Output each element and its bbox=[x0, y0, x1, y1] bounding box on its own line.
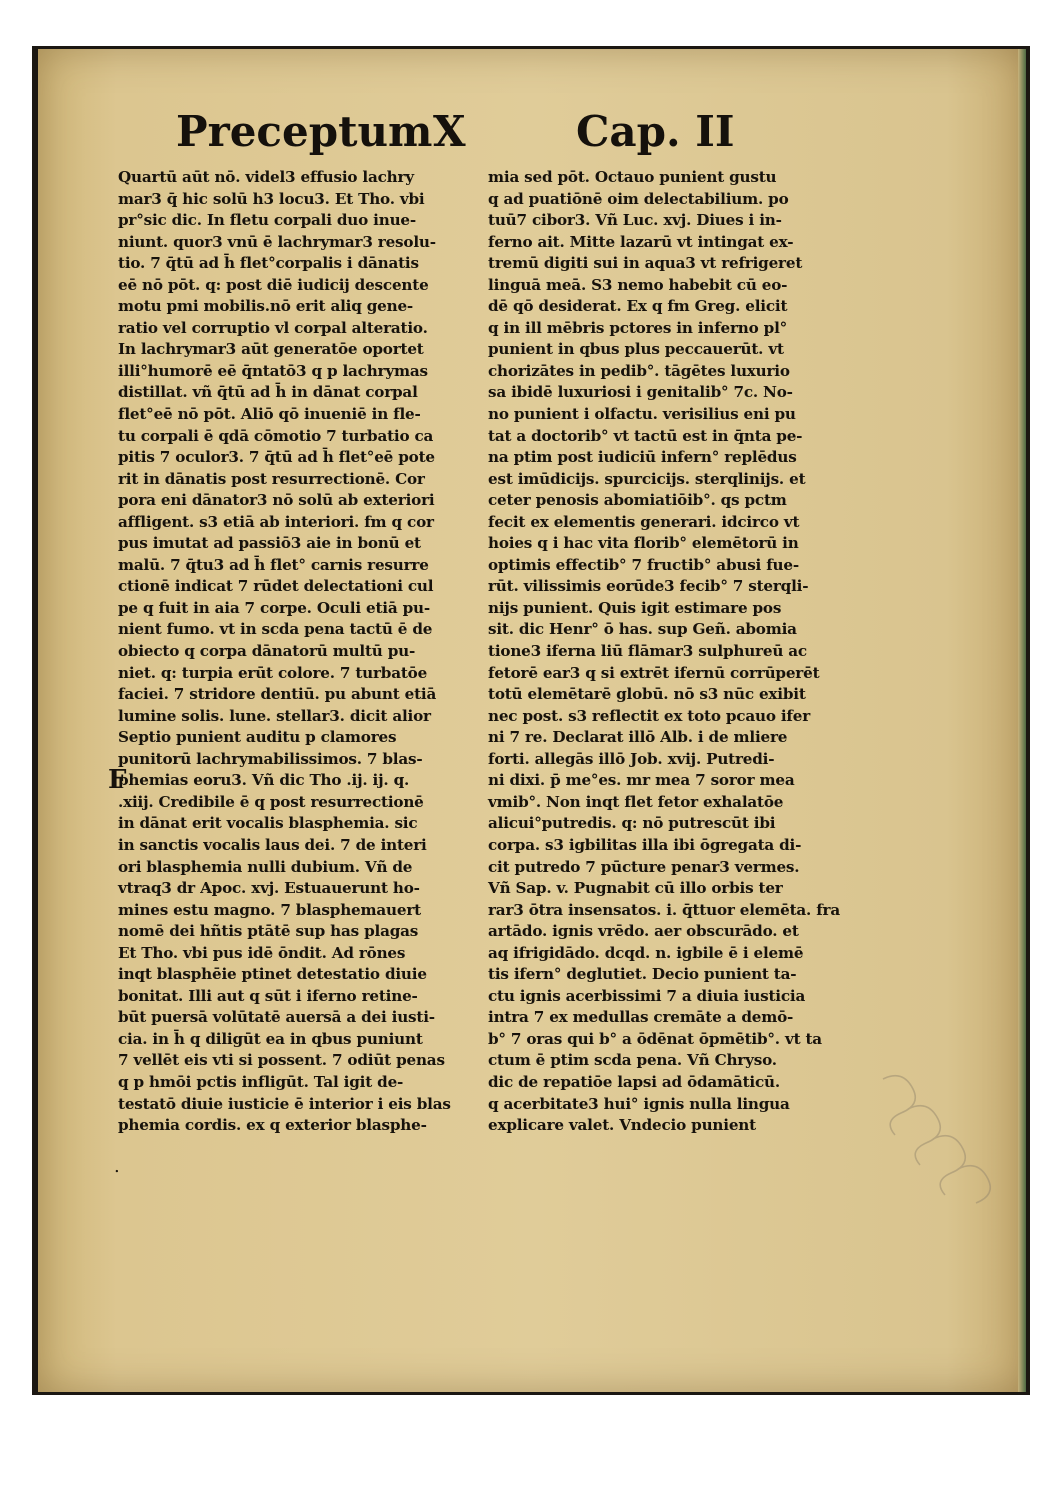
text-line: malū. 7 q̄tu3 ad h̄ flet° carnis resurre bbox=[118, 555, 429, 574]
text-line: optimis effectib° 7 fructib° abusi fue- bbox=[488, 555, 799, 574]
text-line: motu pmi mobilis.nō erit aliq gene- bbox=[118, 297, 414, 316]
text-line: Quartū aūt nō. videl3 effusio lachry bbox=[118, 168, 414, 186]
text-line: tremū digiti sui in aqua3 vt refrigeret bbox=[488, 254, 803, 273]
text-line: būt puersā volūtatē auersā a dei iusti- bbox=[118, 1008, 435, 1027]
text-line: ori blasphemia nulli dubium. Vñ de bbox=[118, 857, 413, 876]
text-line: Vñ Sap. v. Pugnabit cū illo orbis ter bbox=[488, 879, 783, 898]
scanned-page-frame bbox=[32, 46, 1030, 1395]
text-line: ctionē indicat 7 rūdet delectationi cul bbox=[118, 577, 434, 596]
text-line: affligent. s3 etiā ab interiori. fm q cor bbox=[118, 512, 434, 531]
text-line: phemia cordis. ex q exterior blasphe- bbox=[118, 1116, 427, 1135]
text-line: phemias eoru3. Vñ dic Tho .ij. ij. q. bbox=[118, 771, 410, 790]
text-line: pe q fuit in aia 7 corpe. Oculi etiā pu- bbox=[118, 598, 430, 617]
text-line: mar3 q̄ hic solū h3 locu3. Et Tho. vbi bbox=[118, 189, 425, 208]
text-line: linguā meā. S3 nemo habebit cū eo- bbox=[488, 275, 788, 294]
text-line: chorizātes in pedib°. tāgētes luxurio bbox=[488, 361, 790, 380]
text-line: .xiij. Credibile ē q post resurrectionē bbox=[118, 792, 424, 811]
text-line: Et Tho. vbi pus idē ōndit. Ad rōnes bbox=[118, 943, 406, 962]
text-line: in sanctis vocalis laus dei. 7 de interi bbox=[118, 835, 427, 854]
text-line: sit. dic Henr° ō has. sup Geñ. abomia bbox=[488, 620, 797, 639]
text-line: faciei. 7 stridore dentiū. pu abunt etiā bbox=[118, 685, 437, 704]
text-line: ni 7 re. Declarat illō Alb. i de mliere bbox=[488, 728, 788, 747]
text-line: ctum ē ptim scda pena. Vñ Chryso. bbox=[488, 1051, 777, 1070]
text-line: in dānat erit vocalis blasphemia. sic bbox=[118, 814, 418, 833]
text-line: pora eni dānator3 nō solū ab exteriori bbox=[118, 491, 435, 510]
margin-dot: . bbox=[114, 1156, 120, 1177]
text-line: ctu ignis acerbissimi 7 a diuia iusticia bbox=[488, 986, 806, 1005]
text-line: eē nō pōt. q: post diē iudicij descente bbox=[118, 275, 429, 294]
text-line: vmib°. Non inqt flet fetor exhalatōe bbox=[488, 792, 784, 811]
text-line: ni dixi. p̄ me°es. mr mea 7 soror mea bbox=[488, 771, 795, 790]
text-line: no punient i olfactu. verisilius eni pu bbox=[488, 405, 796, 424]
text-line: cit putredo 7 pūcture penar3 vermes. bbox=[488, 857, 800, 876]
text-line: In lachrymar3 aūt generatōe oportet bbox=[118, 340, 424, 359]
text-line: intra 7 ex medullas cremāte a demō- bbox=[488, 1008, 794, 1027]
text-line: rūt. vilissimis eorūde3 fecib° 7 sterqli- bbox=[488, 577, 809, 596]
text-line: b° 7 oras qui b° a ōdēnat ōpmētib°. vt ta bbox=[488, 1029, 822, 1048]
text-line: punient in qbus plus peccauerūt. vt bbox=[488, 340, 784, 359]
running-head-left: Preceptum bbox=[176, 107, 433, 156]
text-line: rar3 ōtra insensatos. i. q̄ttuor elemēta. fra bbox=[488, 900, 840, 919]
text-line: 7 vellēt eis vti si possent. 7 odiūt penas bbox=[118, 1051, 445, 1070]
text-line: tuū7 cibor3. Vñ Luc. xvj. Diues i in- bbox=[488, 211, 782, 230]
watermark-logo bbox=[863, 1059, 993, 1209]
text-line: tat a doctorib° vt tactū est in q̄nta pe- bbox=[488, 426, 803, 445]
text-line: rit in dānatis post resurrectionē. Cor bbox=[118, 469, 425, 488]
text-line: q p hmōi pctis infligūt. Tal igit de- bbox=[118, 1072, 404, 1091]
text-line: distillat. vñ q̄tū ad h̄ in dānat corpal bbox=[118, 383, 418, 402]
text-line: tio. 7 q̄tū ad h̄ flet°corpalis i dānatis bbox=[118, 254, 419, 273]
text-line: nient fumo. vt in scda pena tactū ē de bbox=[118, 620, 433, 639]
text-line: tione3 iferna liū flāmar3 sulphureū ac bbox=[488, 642, 807, 661]
left-text-column bbox=[118, 167, 490, 1137]
right-text-column bbox=[488, 167, 888, 1137]
text-line: q in ill mēbris pctores in inferno pl° bbox=[488, 318, 788, 337]
text-line: lumine solis. lune. stellar3. dicit alior bbox=[118, 706, 431, 725]
text-line: corpa. s3 igbilitas illa ibi ōgregata di- bbox=[488, 835, 802, 854]
text-line: dic de repatiōe lapsi ad ōdamāticū. bbox=[488, 1072, 780, 1091]
text-line: nomē dei hñtis ptātē sup has plagas bbox=[118, 922, 419, 941]
text-line: est imūdicijs. spurcicijs. sterqlinijs. et bbox=[488, 469, 806, 488]
text-line: q ad puatiōnē oim delectabilium. po bbox=[488, 189, 789, 208]
text-line: hoies q i hac vita florib° elemētorū in bbox=[488, 534, 799, 553]
text-line: Septio punient auditu p clamores bbox=[118, 728, 397, 747]
text-line: niet. q: turpia erūt colore. 7 turbatōe bbox=[118, 663, 428, 682]
text-line: testatō diuie iusticie ē interior i eis blas bbox=[118, 1094, 451, 1113]
text-line: fetorē ear3 q si extrēt ifernū corrūperēt bbox=[488, 663, 820, 682]
text-line: cia. in h̄ q diligūt ea in qbus puniunt bbox=[118, 1029, 423, 1048]
text-line: nijs punient. Quis igit estimare pos bbox=[488, 598, 782, 617]
text-line: inqt blasphēie ptinet detestatio diuie bbox=[118, 965, 427, 984]
text-line: tu corpali ē qdā cōmotio 7 turbatio ca bbox=[118, 426, 434, 445]
text-line: vtraq3 dr Apoc. xvj. Estuauerunt ho- bbox=[118, 879, 420, 898]
text-line: bonitat. Illi aut q sūt i iferno retine- bbox=[118, 986, 418, 1005]
text-line: niunt. quor3 vnū ē lachrymar3 resolu- bbox=[118, 232, 436, 251]
text-line: aq ifrigidādo. dcqd. n. igbile ē i elemē bbox=[488, 943, 804, 962]
text-line: sa ibidē luxuriosi i genitalib° 7c. No- bbox=[488, 383, 793, 402]
text-line: pus imutat ad passiō3 aie in bonū et bbox=[118, 534, 421, 553]
book-page bbox=[38, 49, 1026, 1392]
text-line: dē qō desiderat. Ex q fm Greg. elicit bbox=[488, 297, 788, 316]
text-line: pr°sic dic. In fletu corpali duo inue- bbox=[118, 211, 416, 230]
text-line: alicui°putredis. q: nō putrescūt ibi bbox=[488, 814, 776, 833]
page-edge bbox=[1018, 49, 1026, 1392]
margin-marker: F bbox=[108, 765, 127, 795]
text-line: nec post. s3 reflectit ex toto pcauo ifer bbox=[488, 706, 811, 725]
text-line: pitis 7 oculor3. 7 q̄tū ad h̄ flet°eē pote bbox=[118, 448, 435, 467]
text-line: forti. allegās illō Job. xvij. Putredi- bbox=[488, 749, 775, 768]
text-line: na ptim post iudiciū infern° replēdus bbox=[488, 448, 797, 467]
text-line: totū elemētarē globū. nō s3 nūc exibit bbox=[488, 685, 806, 704]
text-line: q acerbitate3 hui° ignis nulla lingua bbox=[488, 1094, 790, 1113]
text-line: artādo. ignis vrēdo. aer obscurādo. et bbox=[488, 922, 799, 941]
text-line: flet°eē nō pōt. Aliō qō inueniē in fle- bbox=[118, 405, 421, 424]
text-line: ceter penosis abomiatiōib°. qs pctm bbox=[488, 491, 787, 510]
text-line: punitorū lachrymabilissimos. 7 blas- bbox=[118, 749, 423, 768]
text-line: fecit ex elementis generari. idcirco vt bbox=[488, 512, 800, 531]
text-line: explicare valet. Vndecio punient bbox=[488, 1116, 756, 1135]
text-line: ratio vel corruptio vl corpal alteratio. bbox=[118, 318, 428, 337]
text-line: ferno ait. Mitte lazarū vt intingat ex- bbox=[488, 232, 794, 251]
running-head-right: Cap. II bbox=[576, 107, 735, 156]
text-line: obiecto q corpa dānatorū multū pu- bbox=[118, 642, 416, 661]
running-head-middle: X bbox=[433, 107, 466, 156]
text-line: illi°humorē eē q̄ntatō3 q p lachrymas bbox=[118, 361, 428, 380]
text-line: tis ifern° deglutiet. Decio punient ta- bbox=[488, 965, 797, 984]
text-line: mines estu magno. 7 blasphemauert bbox=[118, 900, 421, 919]
text-line: mia sed pōt. Octauo punient gustu bbox=[488, 168, 777, 186]
